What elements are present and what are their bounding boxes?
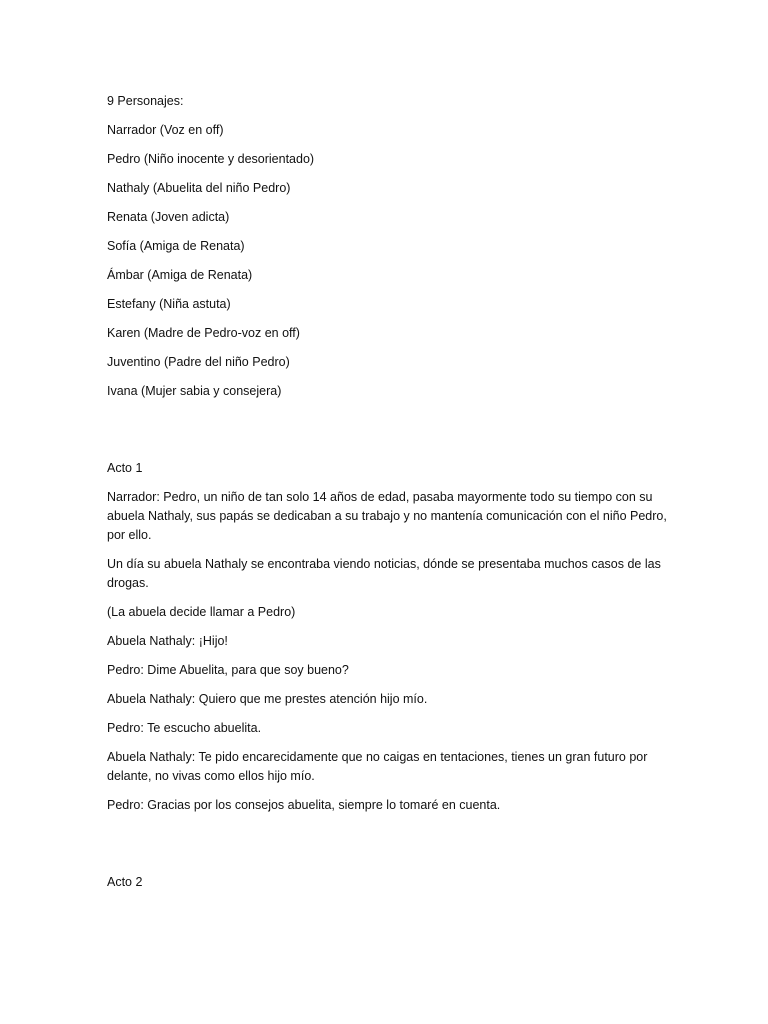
- cast-member: Pedro (Niño inocente y desorientado): [107, 152, 315, 166]
- cast-member: Ivana (Mujer sabia y consejera): [107, 384, 282, 398]
- cast-member: Juventino (Padre del niño Pedro): [107, 355, 290, 369]
- cast-member: Renata (Joven adicta): [107, 210, 230, 224]
- cast-member: Nathaly (Abuelita del niño Pedro): [107, 181, 291, 195]
- spacer: [107, 825, 667, 873]
- dialogue-line: Abuela Nathaly: ¡Hijo!: [107, 634, 228, 648]
- dialogue-line: Abuela Nathaly: Te pido encarecidamente que no caigas en tentaciones, tienes un gran futuro por delante, no vivas como ellos hijo mío.: [107, 750, 648, 783]
- cast-member: Karen (Madre de Pedro-voz en off): [107, 326, 300, 340]
- act-2-heading: Acto 2: [107, 875, 143, 889]
- cast-member: Ámbar (Amiga de Renata): [107, 268, 253, 282]
- cast-list: [107, 92, 667, 401]
- script-paragraph: Narrador: Pedro, un niño de tan solo 14 años de edad, pasaba mayormente todo su tiempo con su abuela Nathaly, sus papás se dedicaban a su trabajo y no mantenía comunicación con el niño Pedro, por ello.: [107, 490, 667, 542]
- cast-heading: 9 Personajes:: [107, 94, 184, 108]
- script-paragraph: Un día su abuela Nathaly se encontraba viendo noticias, dónde se presentaba muchos casos de las drogas.: [107, 557, 661, 590]
- cast-member: Narrador (Voz en off): [107, 123, 224, 137]
- dialogue-line: Pedro: Gracias por los consejos abuelita, siempre lo tomaré en cuenta.: [107, 798, 501, 812]
- dialogue-line: Pedro: Te escucho abuelita.: [107, 721, 262, 735]
- dialogue-line: Abuela Nathaly: Quiero que me prestes atención hijo mío.: [107, 692, 428, 706]
- spacer: [107, 411, 667, 459]
- cast-member: Estefany (Niña astuta): [107, 297, 231, 311]
- stage-direction: (La abuela decide llamar a Pedro): [107, 605, 296, 619]
- act-1-heading: Acto 1: [107, 461, 143, 475]
- cast-member: Sofía (Amiga de Renata): [107, 239, 245, 253]
- act-2-section: [107, 873, 667, 892]
- document-page: [107, 92, 667, 902]
- act-1-section: [107, 459, 667, 815]
- dialogue-line: Pedro: Dime Abuelita, para que soy bueno?: [107, 663, 349, 677]
